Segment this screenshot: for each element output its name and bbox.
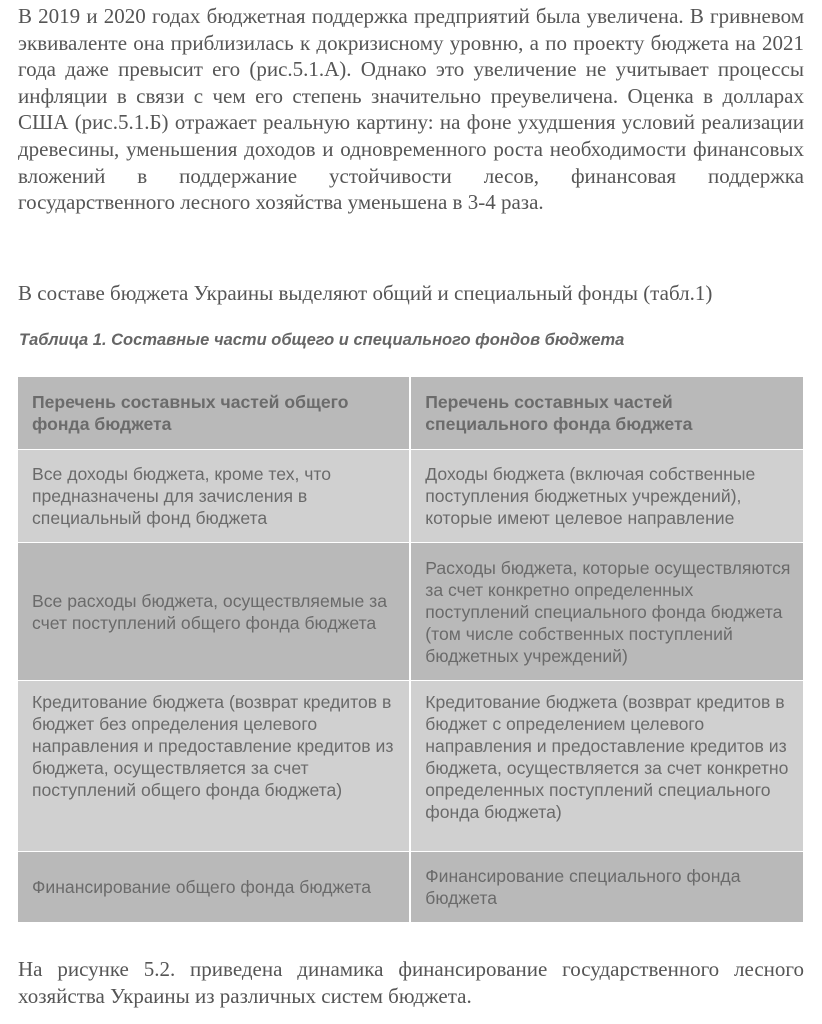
paragraph-budget-funds: В составе бюджета Украины выделяют общий и специальный фонды (табл.1): [18, 281, 713, 305]
header-general-fund: Перечень составных частей общего фонда бюджета: [17, 377, 410, 450]
table-cell-general: Кредитование бюджета (возврат кредитов в бюджет без определения целевого направления и предоставление кредитов из бюджета, осуществляется за счет поступлений общего фонда бюджета): [17, 681, 410, 852]
table-caption: Таблица 1. Составные части общего и специального фондов бюджета: [19, 331, 625, 349]
table-cell-special: Финансирование специального фонда бюджета: [410, 852, 803, 923]
table-cell-general: Финансирование общего фонда бюджета: [17, 852, 410, 923]
paragraph-figure-reference: На рисунке 5.2. приведена динамика финансирование государственного лесного хозяйства Украины из различных систем бюджета.: [18, 957, 804, 1008]
table-header-row: [17, 377, 804, 450]
table-row: [17, 450, 804, 543]
table-cell-special: Кредитование бюджета (возврат кредитов в бюджет с определением целевого направления и предоставление кредитов из бюджета, осуществляется за счет конкретно определенных поступлений специального фонда бюджета): [410, 681, 803, 852]
table-row: [17, 681, 804, 852]
table-cell-special: Расходы бюджета, которые осуществляются за счет конкретно определенных поступлений специального фонда бюджета (том числе собственных поступлений бюджетных учреждений): [410, 543, 803, 681]
funds-table: [16, 376, 804, 923]
table-row: [17, 543, 804, 681]
header-special-fund: Перечень составных частей специального фонда бюджета: [410, 377, 803, 450]
table-cell-special: Доходы бюджета (включая собственные поступления бюджетных учреждений), которые имеют целевое направление: [410, 450, 803, 543]
table-cell-general: Все доходы бюджета, кроме тех, что предназначены для зачисления в специальный фонд бюджета: [17, 450, 410, 543]
table-cell-general: Все расходы бюджета, осуществляемые за счет поступлений общего фонда бюджета: [17, 543, 410, 681]
table-row: [17, 852, 804, 923]
paragraph-budget-support: В 2019 и 2020 годах бюджетная поддержка предприятий была увеличена. В гривневом эквиваленте она приблизилась к докризисному уровню, а по проекту бюджета на 2021 года даже превысит его (рис.5.1.А). Однако это увеличение не учитывает процессы инфляции в связи с чем его степень значительно преувеличена. Оценка в долларах США (рис.5.1.Б) отражает реальную картину: на фоне ухудшения условий реализации древесины, уменьшения доходов и одновременного роста необходимости финансовых вложений в поддержание устойчивости лесов, финансовая поддержка государственного лесного хозяйства уменьшена в 3-4 раза.: [18, 4, 804, 215]
